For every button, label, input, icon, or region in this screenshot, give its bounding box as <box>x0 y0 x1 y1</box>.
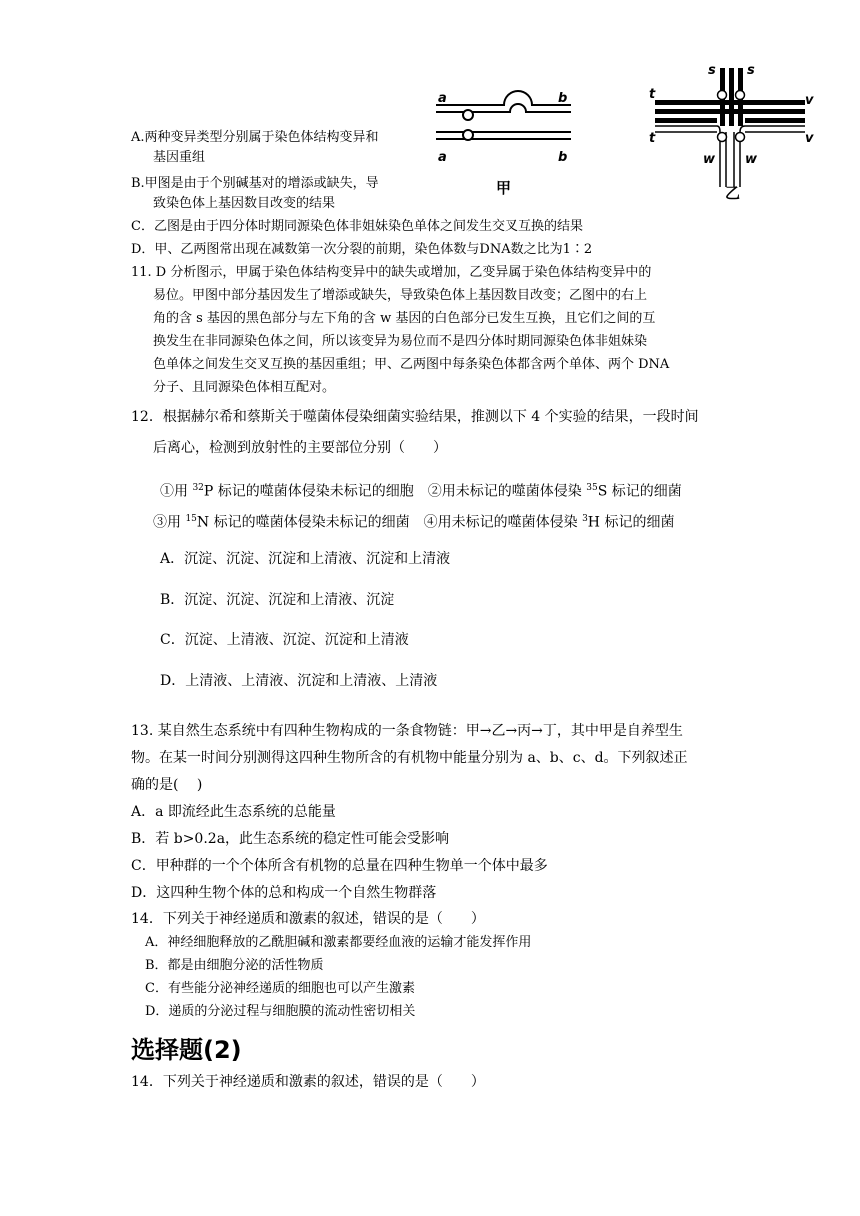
q12-option-a: A．沉淀、沉淀、沉淀和上清液、沉淀和上清液 <box>160 551 451 567</box>
q12-option-d: D．上清液、上清液、沉淀和上清液、上清液 <box>160 673 438 689</box>
q10-option-a-line2: 基因重组 <box>153 150 206 165</box>
q13-stem-line-1: 13. 某自然生态系统中有四种生物构成的一条食物链：甲→乙→丙→丁，其中甲是自养型生 <box>131 723 683 739</box>
jia-label-a-bottom: a <box>438 150 447 165</box>
q12-stem-line-2: 后离心，检测到放射性的主要部位分别（ ） <box>153 440 447 456</box>
jia-label-b-top: b <box>558 91 568 106</box>
q13-option-d: D．这四种生物个体的总和构成一个自然生物群落 <box>131 885 437 901</box>
yi-caption: 乙 <box>725 184 741 202</box>
q14-option-c: C．有些能分泌神经递质的细胞也可以产生激素 <box>145 981 415 996</box>
yi-label-s1: s <box>708 63 716 78</box>
q14-option-d: D．递质的分泌过程与细胞膜的流动性密切相关 <box>145 1004 416 1019</box>
yi-label-v1: v <box>805 93 814 108</box>
q13-stem-line-3: 确的是( ) <box>131 777 203 793</box>
q14-option-a: A．神经细胞释放的乙酰胆碱和激素都要经血液的运输才能发挥作用 <box>145 935 532 950</box>
yi-label-v2: v <box>805 131 814 146</box>
q14-option-b: B．都是由细胞分泌的活性物质 <box>145 958 324 973</box>
q12-conditions-2: ③用 $^{15}$N 标记的噬菌体侵染未标记的细菌 ④用未标记的噬菌体侵染 $^3$H 标记的细菌 <box>153 514 675 531</box>
figure-yi <box>645 62 820 207</box>
q10-option-d: D．甲、乙两图常出现在减数第一次分裂的前期，染色体数与DNA数之比为1∶2 <box>131 242 593 257</box>
q10-option-b-line1: B.甲图是由于个别碱基对的增添或缺失，导 <box>131 176 379 191</box>
q10-option-b-line2: 致染色体上基因数目改变的结果 <box>153 196 336 211</box>
yi-label-w2: w <box>745 152 758 167</box>
q10-option-a-line1: A.两种变异类型分别属于染色体结构变异和 <box>131 130 379 145</box>
q12-option-c: C．沉淀、上清液、沉淀、沉淀和上清液 <box>160 632 409 648</box>
q13-option-c: C．甲种群的一个个体所含有机物的总量在四种生物单一个体中最多 <box>131 858 548 874</box>
q13-stem-line-2: 物。在某一时间分别测得这四种生物所含的有机物中能量分别为 a、b、c、d。下列叙述正 <box>131 750 688 766</box>
q12-stem-line-1: 12．根据赫尔希和蔡斯关于噬菌体侵染细菌实验结果，推测以下 4 个实验的结果，一段时间 <box>131 409 699 425</box>
q11-line-2: 易位。甲图中部分基因发生了增添或缺失，导致染色体上基因数目改变；乙图中的右上 <box>153 288 648 303</box>
q13-option-a: A．a 即流经此生态系统的总能量 <box>131 804 336 820</box>
q11-line-1: 11. D 分析图示，甲属于染色体结构变异中的缺失或增加，乙变异属于染色体结构变异中的 <box>131 265 652 280</box>
q13-option-b: B．若 b>0.2a，此生态系统的稳定性可能会受影响 <box>131 831 450 847</box>
section-title: 选择题(2) <box>131 1036 242 1064</box>
q12-conditions-1: ①用 $^{32}$P 标记的噬菌体侵染未标记的细胞 ②用未标记的噬菌体侵染 $^{35}$S 标记的细菌 <box>160 483 682 500</box>
q10-option-c: C．乙图是由于四分体时期同源染色体非姐妹染色单体之间发生交叉互换的结果 <box>131 219 583 234</box>
q11-line-3: 角的含 s 基因的黑色部分与左下角的含 w 基因的白色部分已发生互换，且它们之间的互 <box>153 311 656 326</box>
yi-label-t2: t <box>649 131 656 146</box>
jia-label-a-top: a <box>438 91 447 106</box>
q11-line-4: 换发生在非同源染色体之间，所以该变异为易位而不是四分体时期同源染色体非姐妹染 <box>153 334 648 349</box>
q14-stem: 14．下列关于神经递质和激素的叙述，错误的是（ ） <box>131 911 485 927</box>
yi-label-w1: w <box>703 152 716 167</box>
figure-jia <box>436 85 576 205</box>
q12-option-b: B．沉淀、沉淀、沉淀和上清液、沉淀 <box>160 592 395 608</box>
q11-line-5: 色单体之间发生交叉互换的基因重组；甲、乙两图中每条染色体都含两个单体、两个 DNA <box>153 357 670 372</box>
jia-caption: 甲 <box>496 179 512 197</box>
yi-label-t1: t <box>649 87 656 102</box>
q14b-stem: 14．下列关于神经递质和激素的叙述，错误的是（ ） <box>131 1074 485 1090</box>
yi-label-s2: s <box>747 63 755 78</box>
q11-line-6: 分子、且同源染色体相互配对。 <box>153 380 336 395</box>
jia-label-b-bottom: b <box>558 150 568 165</box>
